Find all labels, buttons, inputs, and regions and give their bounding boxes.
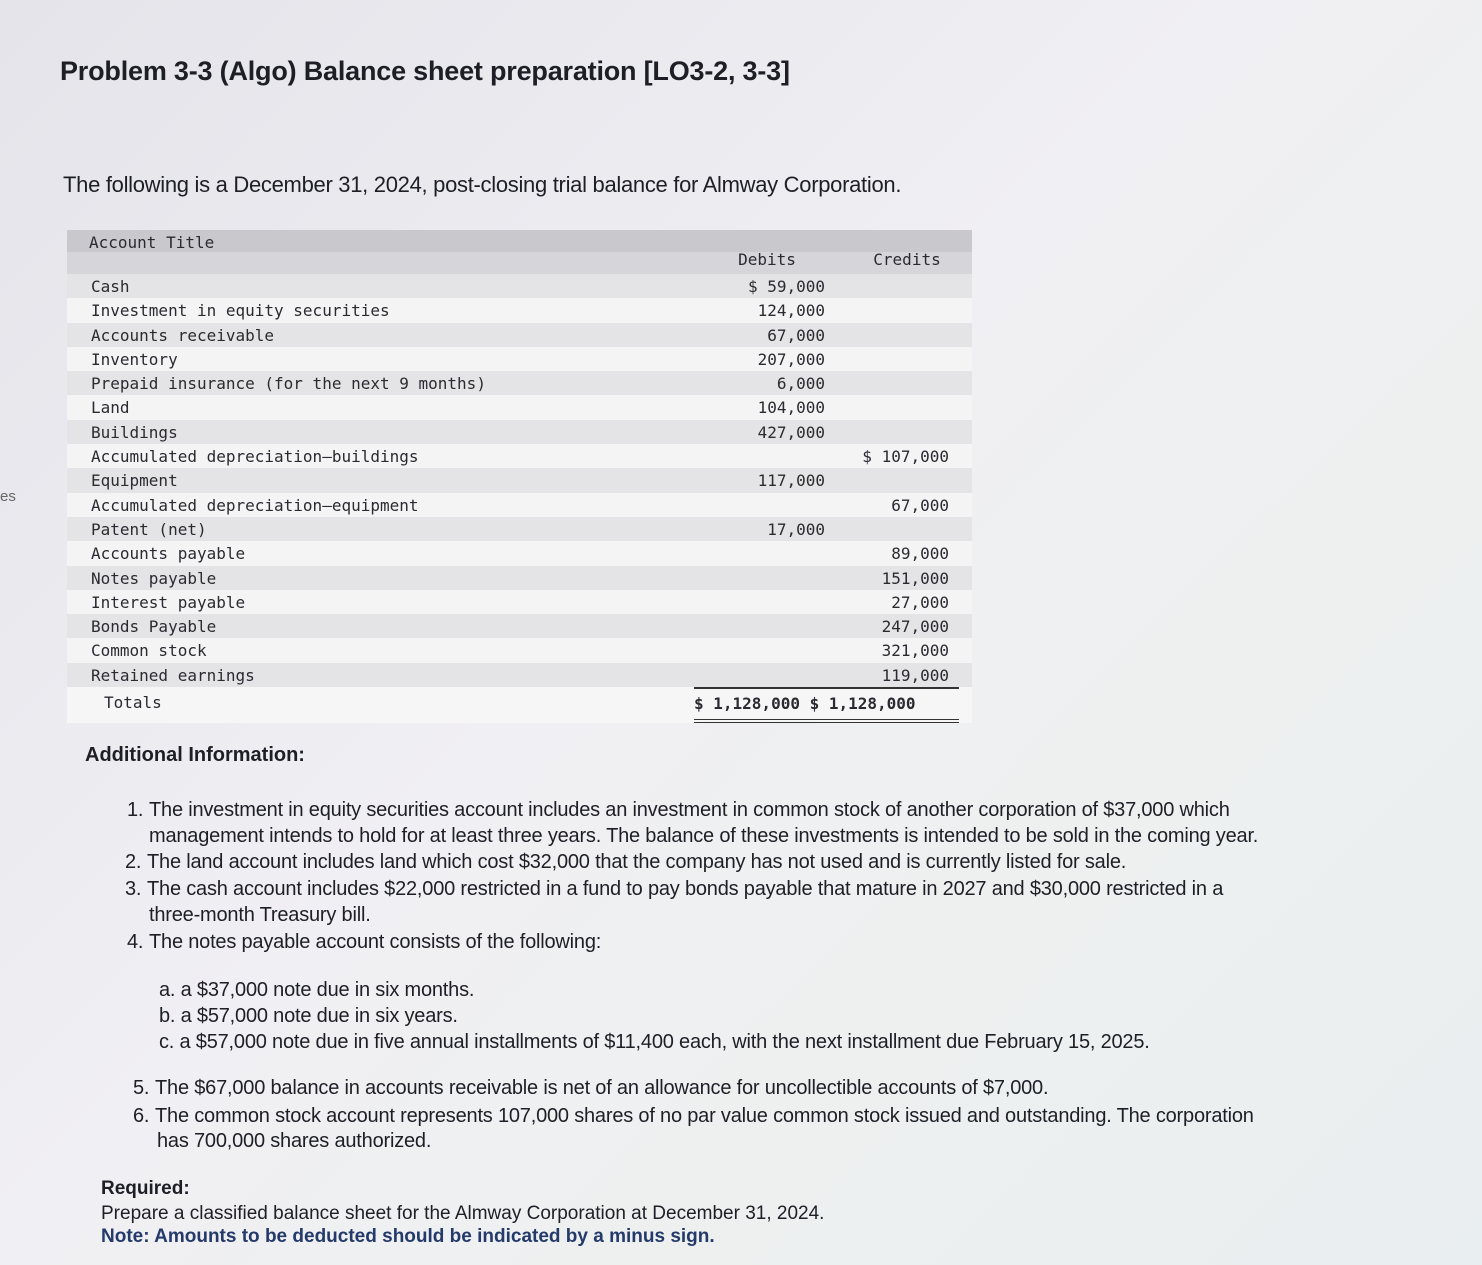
info-item-number: 5. [133, 1077, 150, 1099]
account-title-cell: Accounts receivable [91, 325, 275, 345]
debit-cell: 104,000 [757, 398, 825, 418]
account-title-cell: Bonds Payable [91, 617, 217, 637]
account-title-cell: Common stock [91, 641, 207, 661]
table-row [67, 493, 972, 517]
table-row [67, 517, 972, 541]
info-item-number: 3. [125, 878, 142, 900]
table-row [67, 420, 972, 444]
table-row [67, 663, 972, 687]
account-title-cell: Notes payable [91, 568, 217, 588]
required-text: Prepare a classified balance sheet for the Almway Corporation at December 31, 2024. [101, 1203, 825, 1224]
notes-item-a: a. a $37,000 note due in six months. [159, 979, 475, 1001]
account-title-cell: Inventory [91, 349, 178, 369]
info-item-number: 1. [127, 799, 144, 821]
account-title-cell: Patent (net) [91, 519, 207, 539]
info-item-number: 6. [133, 1105, 150, 1127]
credit-cell: 67,000 [891, 495, 949, 515]
notes-item-b: b. a $57,000 note due in six years. [159, 1005, 458, 1027]
header-account-title: Account Title [89, 233, 215, 252]
table-row [67, 541, 972, 565]
info-item-1-cont: management intends to hold for at least three years. The balance of these investments is intended to be sold in the coming year. [149, 825, 1259, 847]
info-item-3-cont: three-month Treasury bill. [149, 904, 371, 926]
additional-info-heading: Additional Information: [85, 744, 305, 766]
account-title-cell: Land [91, 398, 130, 418]
credit-cell: 321,000 [881, 641, 949, 661]
debit-cell: 17,000 [767, 519, 825, 539]
totals-value: $ 1,128,000 $ 1,128,000 [694, 687, 959, 723]
credit-cell: 119,000 [881, 665, 949, 685]
header-debits: Debits [738, 250, 796, 269]
required-heading: Required: [101, 1178, 190, 1199]
info-item-4 [127, 929, 601, 955]
credit-cell: 151,000 [881, 568, 949, 588]
account-title-cell: Accumulated depreciation—buildings [91, 447, 419, 467]
credit-cell: 89,000 [891, 544, 949, 564]
table-row [67, 614, 972, 638]
table-row [67, 590, 972, 614]
debit-cell: 124,000 [757, 301, 825, 321]
table-row [67, 638, 972, 662]
info-item-6 [133, 1103, 1254, 1129]
totals-label: Totals [104, 693, 162, 713]
table-body [67, 274, 972, 687]
info-item-text: The $67,000 balance in accounts receivable is net of an allowance for uncollectible accounts of $7,000. [155, 1077, 1049, 1099]
account-title-cell: Cash [91, 277, 130, 296]
header-credits: Credits [873, 250, 941, 269]
problem-title: Problem 3-3 (Algo) Balance sheet preparation [LO3-2, 3-3] [60, 56, 790, 86]
table-row [67, 395, 972, 419]
table-row [67, 298, 972, 322]
account-title-cell: Retained earnings [91, 665, 255, 685]
trial-balance-table [67, 230, 972, 723]
info-item-number: 2. [125, 851, 142, 873]
account-title-cell: Accounts payable [91, 544, 246, 564]
debit-cell: 117,000 [757, 471, 825, 491]
edge-text: es [0, 488, 16, 505]
info-item-2 [125, 849, 1126, 875]
totals-row [67, 687, 972, 723]
account-title-cell: Accumulated depreciation—equipment [91, 495, 419, 515]
table-row [67, 566, 972, 590]
table-header [67, 230, 972, 274]
account-title-cell: Interest payable [91, 592, 246, 612]
intro-text: The following is a December 31, 2024, post-closing trial balance for Almway Corporation. [63, 172, 902, 197]
info-item-1 [127, 797, 1230, 823]
debit-cell: 207,000 [757, 349, 825, 369]
account-title-cell: Equipment [91, 471, 178, 491]
account-title-cell: Prepaid insurance (for the next 9 months) [91, 374, 486, 394]
info-item-5 [133, 1075, 1048, 1101]
table-row [67, 274, 972, 298]
table-row [67, 347, 972, 371]
required-note: Note: Amounts to be deducted should be indicated by a minus sign. [101, 1226, 715, 1247]
account-title-cell: Investment in equity securities [91, 301, 390, 321]
info-item-6-cont: has 700,000 shares authorized. [157, 1130, 432, 1152]
info-item-3 [125, 876, 1223, 902]
info-item-text: The land account includes land which cost $32,000 that the company has not used and is currently listed for sale. [147, 851, 1127, 873]
debit-cell: $ 59,000 [747, 277, 825, 296]
debit-cell: 427,000 [757, 422, 825, 442]
table-row [67, 444, 972, 468]
table-row [67, 371, 972, 395]
credit-cell: 247,000 [881, 617, 949, 637]
debit-cell: 67,000 [767, 325, 825, 345]
notes-item-c: c. a $57,000 note due in five annual installments of $11,400 each, with the next installment due February 15, 2025. [159, 1031, 1150, 1053]
debit-cell: 6,000 [776, 374, 825, 394]
credit-cell: $ 107,000 [862, 447, 949, 467]
info-item-number: 4. [127, 931, 144, 953]
info-item-text: The common stock account represents 107,000 shares of no par value common stock issued and outstanding. The corporation [155, 1105, 1254, 1127]
info-item-text: The notes payable account consists of the following: [149, 931, 602, 953]
account-title-cell: Buildings [91, 422, 178, 442]
info-item-text: The cash account includes $22,000 restricted in a fund to pay bonds payable that mature in 2027 and $30,000 restricted in a [147, 878, 1224, 900]
credit-cell: 27,000 [891, 592, 949, 612]
table-row [67, 323, 972, 347]
table-row [67, 468, 972, 492]
info-item-text: The investment in equity securities account includes an investment in common stock of another corporation of $37,000 which [149, 799, 1230, 821]
